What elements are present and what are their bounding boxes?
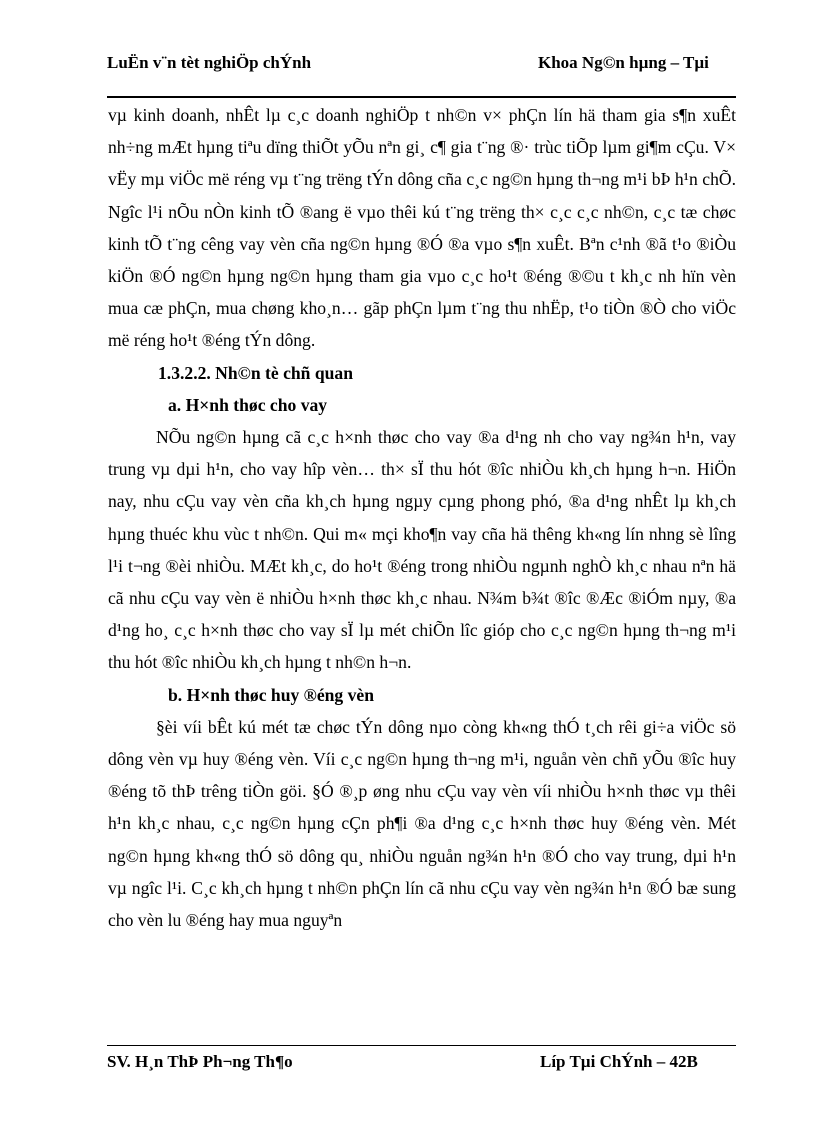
- header-faculty: Khoa Ng©n hµng – Tµi: [538, 53, 709, 72]
- subsection-heading-loan-forms: a. H×nh thøc cho vay: [168, 394, 328, 415]
- footer-class: Líp Tµi ChÝnh – 42B: [540, 1052, 698, 1071]
- subsection-heading-capital-mobilization: b. H×nh thøc huy ®éng vèn: [168, 684, 374, 705]
- footer-student-name: SV. H¸n ThÞ Ph¬ng Th¶o: [107, 1052, 293, 1071]
- section-heading: 1.3.2.2. Nh©n tè chñ quan: [158, 362, 353, 383]
- document-body: [108, 99, 736, 936]
- header-thesis-title: LuËn v¨n tèt nghiÖp chÝnh: [107, 53, 312, 72]
- paragraph-continued: vµ kinh doanh, nhÊt lµ c¸c doanh nghiÖp t nh©n v× phÇn lín hä tham gia s¶n xuÊt nh÷ng mÆt hµng tiªu dïng thiÕt yÕu nªn gi¸ c¶ gia t¨ng ®· trùc tiÕp lµm gi¶m cÇu. V× vËy mµ viÖc më réng vµ t¨ng trëng tÝn dông cña c¸c ng©n hµng th¬ng m¹i bÞ h¹n chÕ. Ngîc l¹i nÕu nÒn kinh tÕ ®ang ë vµo thêi kú t¨ng trëng th× c¸c c¸c nh©n, c¸c tæ chøc kinh tÕ t¨ng cêng vay vèn cña ng©n hµng ®Ó ®a vµo s¶n xuÊt. Bªn c¹nh ®ã t¹o ®iÒu kiÖn ®Ó ng©n hµng ng©n hµng tham gia vµo c¸c ho¹t ®éng ®©u t kh¸c nh hïn vèn mua cæ phÇn, mua chøng kho¸n… gãp phÇn lµm t¨ng thu nhËp, t¹o tiÒn ®Ò cho viÖc më réng ho¹t ®éng tÝn dông.: [108, 105, 736, 351]
- footer-divider: [107, 1045, 736, 1046]
- paragraph-loan-forms: NÕu ng©n hµng cã c¸c h×nh thøc cho vay ®a d¹ng nh cho vay ng¾n h¹n, vay trung vµ dµi h¹n, cho vay hîp vèn… th× sÏ thu hót ®îc nhiÒu kh¸ch hµng h¬n. HiÖn nay, nhu cÇu vay vèn cña kh¸ch hµng ngµy cµng phong phó, ®a d¹ng nhÊt lµ kh¸ch hµng thuéc khu vùc t nh©n. Qui m« mçi kho¶n vay cña hä thêng kh«ng lín nhng sè lîng l¹i t¬ng ®èi nhiÒu. MÆt kh¸c, do ho¹t ®éng trong nhiÒu ngµnh nghÒ kh¸c nhau nªn hä cã nhu cÇu vay vèn ë nhiÒu h×nh thøc kh¸c nhau. N¾m b¾t ®îc ®Æc ®iÓm nµy, ®a d¹ng ho¸ c¸c h×nh thøc cho vay sÏ lµ mét chiÕn lîc gióp cho c¸c ng©n hµng th¬ng m¹i thu hót ®îc nhiÒu kh¸ch hµng t nh©n h¬n.: [108, 427, 736, 673]
- header-divider: [107, 96, 736, 98]
- paragraph-capital-mobilization: §èi víi bÊt kú mét tæ chøc tÝn dông nµo còng kh«ng thÓ t¸ch rêi gi÷a viÖc sö dông vèn vµ huy ®éng vèn. Víi c¸c ng©n hµng th¬ng m¹i, nguån vèn chñ yÕu ®îc huy ®éng tõ thÞ trêng tiÒn göi. §Ó ®¸p øng nhu cÇu vay vèn víi nhiÒu h×nh thøc vµ thêi h¹n kh¸c nhau, c¸c ng©n hµng cÇn ph¶i ®a d¹ng c¸c h×nh thøc huy ®éng vèn. Mét ng©n hµng kh«ng thÓ sö dông qu¸ nhiÒu nguån ng¾n h¹n ®Ó cho vay trung, dµi h¹n vµ ngîc l¹i. C¸c kh¸ch hµng t nh©n phÇn lín cã nhu cÇu vay vèn ng¾n h¹n ®Ó bæ sung cho vèn lu ®éng hay mua nguyªn: [108, 716, 736, 931]
